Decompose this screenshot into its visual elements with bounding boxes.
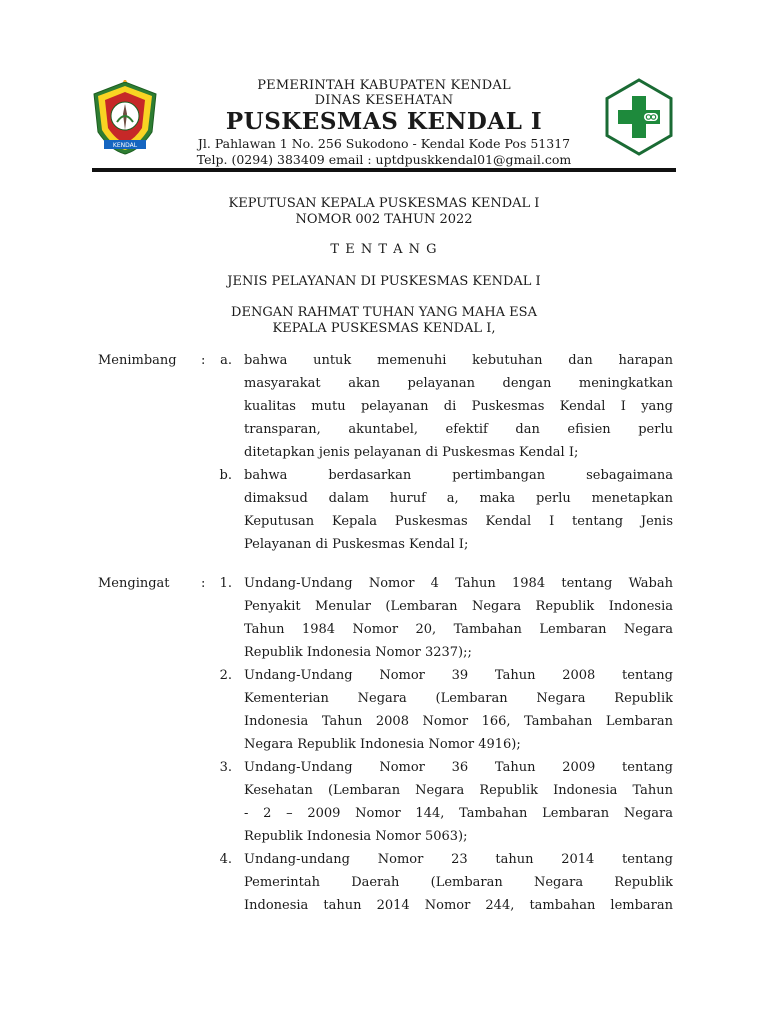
letterhead [170,78,598,168]
text-line: Undang-undang Nomor 23 tahun 2014 tentang [244,852,673,867]
text-line: Undang-Undang Nomor 4 Tahun 1984 tentang Wabah [244,576,673,591]
mengingat-item-1 [244,572,673,664]
letterhead-contact: Telp. (0294) 383409 email : uptdpuskkendal01@gmail.com [196,152,572,167]
decree-number: NOMOR 002 TAHUN 2022 [295,212,473,227]
mengingat-marker-4: 4. [219,852,232,867]
text-line: transparan, akuntabel, efektif dan efisien perlu [244,422,673,437]
menimbang-colon: : [201,353,206,368]
decree-official: KEPALA PUSKESMAS KENDAL I, [272,321,496,336]
text-line: Indonesia tahun 2014 Nomor 244, tambahan lembaran [244,898,673,913]
letterhead-government: PEMERINTAH KABUPATEN KENDAL [257,78,511,93]
text-line: Undang-Undang Nomor 39 Tahun 2008 tentang [244,668,673,683]
menimbang-marker-b: b. [219,468,232,483]
text-line: masyarakat akan pelayanan dengan meningkatkan [244,376,673,391]
decree-tentang: T E N T A N G [330,242,438,257]
text-line: Kementerian Negara (Lembaran Negara Republik [244,691,673,706]
text-line: Republik Indonesia Nomor 3237);; [244,645,472,660]
menimbang-label: Menimbang [98,353,177,368]
text-line: Pelayanan di Puskesmas Kendal I; [244,537,469,552]
text-line: Kesehatan (Lembaran Negara Republik Indonesia Tahun [244,783,673,798]
text-line: Pemerintah Daerah (Lembaran Negara Republik [244,875,673,890]
letterhead-department: DINAS KESEHATAN [314,93,454,108]
text-line: ditetapkan jenis pelayanan di Puskesmas Kendal I; [244,445,579,460]
mengingat-label: Mengingat [98,576,170,591]
menimbang-marker-a: a. [220,353,232,368]
letterhead-divider [92,168,676,172]
text-line: Republik Indonesia Nomor 5063); [244,829,468,844]
text-line: kualitas mutu pelayanan di Puskesmas Kendal I yang [244,399,673,414]
mengingat-item-2 [244,664,673,756]
menimbang-item-b [244,464,673,556]
text-line: Keputusan Kepala Puskesmas Kendal I tentang Jenis [244,514,673,529]
decree-subject: JENIS PELAYANAN DI PUSKESMAS KENDAL I [227,274,541,289]
text-line: Penyakit Menular (Lembaran Negara Republik Indonesia [244,599,673,614]
text-line: bahwa berdasarkan pertimbangan sebagaimana [244,468,673,483]
puskesmas-green-cross-icon [600,78,678,156]
menimbang-item-a [244,349,673,464]
text-line: bahwa untuk memenuhi kebutuhan dan harapan [244,353,673,368]
text-line: - 2 – 2009 Nomor 144, Tambahan Lembaran Negara [244,806,673,821]
text-line: Indonesia Tahun 2008 Nomor 166, Tambahan Lembaran [244,714,673,729]
mengingat-marker-3: 3. [219,760,232,775]
decree-title: KEPUTUSAN KEPALA PUSKESMAS KENDAL I [228,196,540,211]
mengingat-marker-1: 1. [219,576,232,591]
mengingat-colon: : [201,576,206,591]
mengingat-marker-2: 2. [219,668,232,683]
mengingat-item-3 [244,756,673,848]
letterhead-institution-name: PUSKESMAS KENDAL I [225,108,543,135]
text-line: Undang-Undang Nomor 36 Tahun 2009 tentang [244,760,673,775]
kabupaten-kendal-emblem-icon [90,80,160,156]
decree-invocation: DENGAN RAHMAT TUHAN YANG MAHA ESA [231,305,537,320]
text-line: Negara Republik Indonesia Nomor 4916); [244,737,521,752]
left-logo-text: KENDAL [112,142,138,149]
text-line: Tahun 1984 Nomor 20, Tambahan Lembaran Negara [244,622,673,637]
text-line: dimaksud dalam huruf a, maka perlu menetapkan [244,491,673,506]
letterhead-address: Jl. Pahlawan 1 No. 256 Sukodono - Kendal Kode Pos 51317 [197,136,571,151]
mengingat-item-4 [244,848,673,917]
